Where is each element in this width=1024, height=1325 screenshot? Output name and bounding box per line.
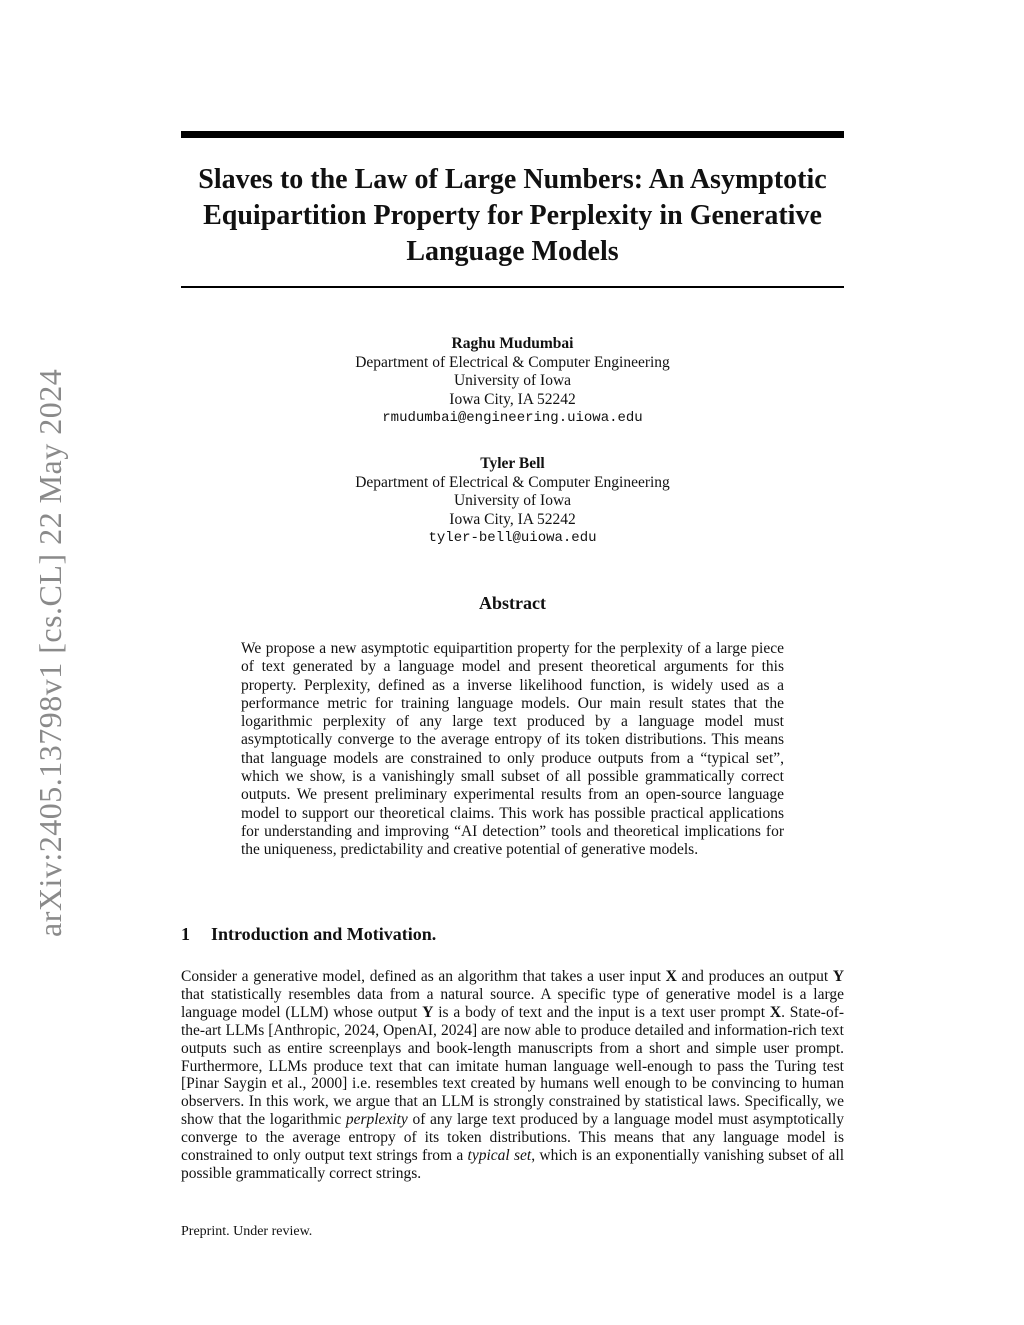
math-symbol-y: Y xyxy=(832,968,845,985)
author-location: Iowa City, IA 52242 xyxy=(449,390,576,408)
preprint-footer: Preprint. Under review. xyxy=(181,1224,313,1239)
author-email: rmudumbai@engineering.uiowa.edu xyxy=(382,410,643,426)
author-email: tyler-bell@uiowa.edu xyxy=(428,530,597,546)
author-department: Department of Electrical & Computer Engineering xyxy=(355,473,670,491)
abstract-heading: Abstract xyxy=(479,593,546,613)
author-name: Tyler Bell xyxy=(480,455,545,472)
section-title: Introduction and Motivation. xyxy=(211,924,437,944)
math-symbol-y: Y xyxy=(422,1003,434,1021)
math-symbol-x: X xyxy=(665,968,677,985)
author-location: Iowa City, IA 52242 xyxy=(449,510,576,528)
author-block xyxy=(181,335,844,428)
title-rule-bottom xyxy=(181,286,844,288)
introduction-paragraph: Consider a generative model, defined as an algorithm that takes a user input X and produces an output Y that statistically resembles data from a natural source. A specific type of generative model is a large language model (LLM) whose output Y is a body of text and the input is a text user prompt X. State-of-the-art LLMs [Anthropic, 2024, OpenAI, 2024] are now able to produce detailed and information-rich text outputs such as entire screenplays and book-length manuscripts from a short and simple user prompt. Furthermore, LLMs produce text that can imitate human language well-enough to pass the Turing test [Pinar Saygin et al., 2000] i.e. resembles text created by humans well enough to be convincing to human observers. In this work, we argue that an LLM is strongly constrained by statistical laws. Specifically, we show that the logarithmic perplexity of any large text produced by a language model must asymptotically converge to the average entropy of its token distributions. This means that any language model is constrained to only output text strings from a typical set, which is an exponentially vanishing subset of all possible grammatically correct strings. xyxy=(181,968,845,1182)
math-symbol-x: X xyxy=(769,1003,782,1021)
author-block xyxy=(181,455,844,548)
author-name: Raghu Mudumbai xyxy=(451,335,574,352)
author-department: Department of Electrical & Computer Engineering xyxy=(355,353,670,371)
author-university: University of Iowa xyxy=(453,372,572,389)
emphasis-perplexity: perplexity xyxy=(345,1111,408,1129)
arxiv-identifier-stamp: arXiv:2405.13798v1 [cs.CL] 22 May 2024 xyxy=(32,368,68,937)
emphasis-typical-set: typical set xyxy=(467,1147,532,1165)
section-number: 1 xyxy=(181,924,190,944)
author-university: University of Iowa xyxy=(453,492,572,509)
section-heading xyxy=(181,924,844,945)
title-rule-top xyxy=(181,131,844,138)
paper-title: Slaves to the Law of Large Numbers: An Asymptotic Equipartition Property for Perplexity in Generative Language Models xyxy=(198,164,827,267)
abstract-text: We propose a new asymptotic equipartition property for the perplexity of a large piece of text generated by a language model and present theoretical arguments for this property. Perplexity, defined as a inverse likelihood function, is widely used as a performance metric for training language models. Our main result states that the logarithmic perplexity of any large text produced by a language model must asymptotically converge to the average entropy of its token distributions. This means that language models are constrained to only produce outputs from a “typical set”, which we show, is a vanishingly small subset of all possible grammatically correct outputs. We present preliminary experimental results from an open-source language model to support our theoretical claims. This work has possible practical applications for understanding and improving “AI detection” tools and theoretical implications for the uniqueness, predictability and creative potential of generative models. xyxy=(241,640,784,859)
